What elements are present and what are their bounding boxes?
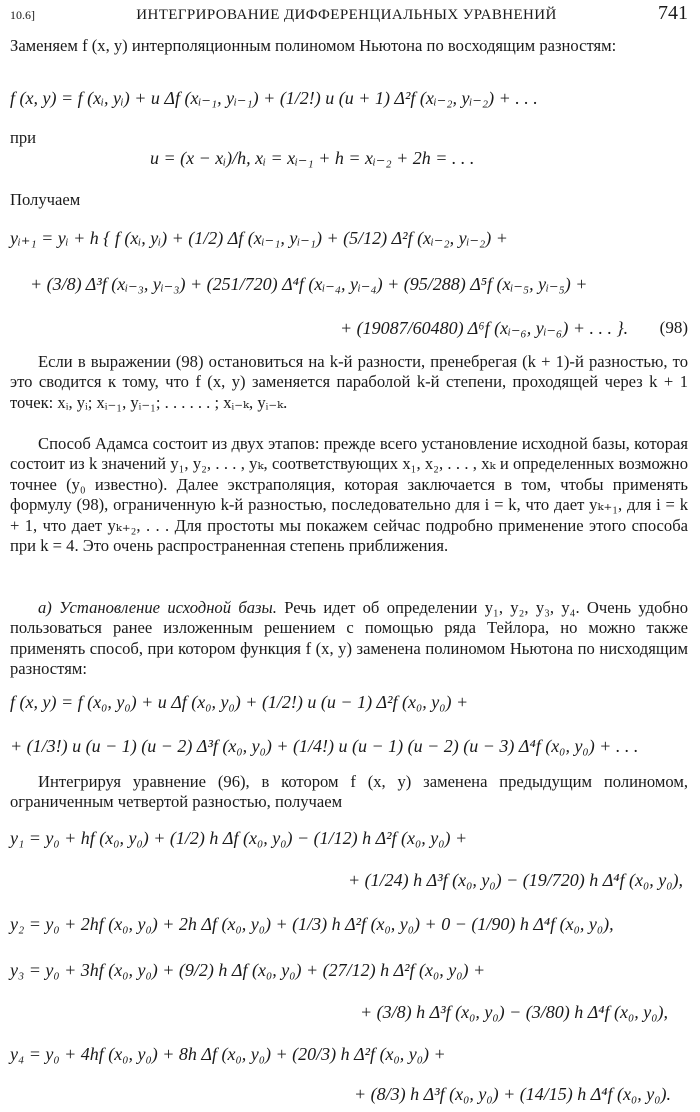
- page-header: [10, 2, 688, 28]
- subsection-label: а) Установление исходной базы.: [38, 598, 277, 617]
- paragraph-we-get: Получаем: [10, 190, 81, 209]
- equation-y3-line1: y₃ = y₀ + 3hf (x₀, y₀) + (9/2) h Δf (x₀, y₀) + (27/12) h Δ²f (x₀, y₀) +: [10, 960, 486, 980]
- equation-y1-line2: + (1/24) h Δ³f (x₀, y₀) − (19/720) h Δ⁴f (x₀, y₀),: [348, 870, 684, 890]
- equation-y1-line1: y₁ = y₀ + hf (x₀, y₀) + (1/2) h Δf (x₀, y₀) − (1/12) h Δ²f (x₀, y₀) +: [10, 828, 468, 848]
- page-number: 741: [657, 2, 688, 24]
- paragraph-integrating: Интегрируя уравнение (96), в котором f (x, y) заменена предыдущим полиномом, ограниченным четвертой разностью, получаем: [10, 772, 688, 812]
- paragraph-kth-difference: Если в выражении (98) остановиться на k-й разности, пренебрегая (k + 1)-й разностью, то это сводится к тому, что f (x, y) заменяется параболой k-й степени, проходящей через k + 1 точек: xᵢ, yᵢ; xᵢ₋₁, yᵢ₋₁; . . . . . . ; xᵢ₋ₖ, yᵢ₋ₖ.: [10, 352, 688, 412]
- equation-98-line2: + (3/8) Δ³f (xᵢ₋₃, yᵢ₋₃) + (251/720) Δ⁴f (xᵢ₋₄, yᵢ₋₄) + (95/288) Δ⁵f (xᵢ₋₅, yᵢ₋₅) +: [30, 274, 588, 294]
- paragraph-where: при: [10, 128, 37, 147]
- paragraph-adams-method: Способ Адамса состоит из двух этапов: прежде всего установление исходной базы, которая состоит из k значений y₁, y₂, . . . , yₖ, соответствующих x₁, x₂, . . . , xₖ и определенных возможно точнее (y₀ известно). Далее экстраполяция, которая заключается в том, чтобы применять формулу (98), ограниченную k-й разностью, последовательно для i = k, что дает yₖ₊₁, для i = k + 1, что дает yₖ₊₂, . . . Для простоты мы покажем сейчас подробно применение этого способа при k = 4. Это очень распространенная степень приближения.: [10, 434, 688, 556]
- equation-y3-line2: + (3/8) h Δ³f (x₀, y₀) − (3/80) h Δ⁴f (x₀, y₀),: [360, 1002, 669, 1022]
- paragraph-initial-base-text: Речь идет об определении y₁, y₂, y₃, y₄. Очень удобно пользоваться ранее изложенным решением с помощью ряда Тейлора, но можно также применять способ, при котором функция f (x, y) заменена полиномом Ньютона по нисходящим разностям:: [10, 598, 689, 679]
- chapter-title: ИНТЕГРИРОВАНИЕ ДИФФЕРЕНЦИАЛЬНЫХ УРАВНЕНИЙ: [136, 7, 557, 23]
- paragraph-initial-base: [10, 598, 688, 680]
- equation-y4-line2: + (8/3) h Δ³f (x₀, y₀) + (14/15) h Δ⁴f (x₀, y₀).: [354, 1084, 672, 1104]
- paragraph-intro: Заменяем f (x, y) интерполяционным полиномом Ньютона по восходящим разностям:: [10, 36, 617, 55]
- equation-newton-forward-line1: f (x, y) = f (x₀, y₀) + u Δf (x₀, y₀) + (1/2!) u (u − 1) Δ²f (x₀, y₀) +: [10, 692, 469, 712]
- equation-y2: y₂ = y₀ + 2hf (x₀, y₀) + 2h Δf (x₀, y₀) + (1/3) h Δ²f (x₀, y₀) + 0 − (1/90) h Δ⁴f (x₀, y₀),: [10, 914, 614, 934]
- section-number: 10.6]: [10, 8, 35, 22]
- equation-98-line1: yᵢ₊₁ = yᵢ + h { f (xᵢ, yᵢ) + (1/2) Δf (xᵢ₋₁, yᵢ₋₁) + (5/12) Δ²f (xᵢ₋₂, yᵢ₋₂) +: [10, 228, 508, 248]
- equation-newton-forward-line2: + (1/3!) u (u − 1) (u − 2) Δ³f (x₀, y₀) + (1/4!) u (u − 1) (u − 2) (u − 3) Δ⁴f (x₀, y₀) + . . .: [10, 736, 639, 756]
- equation-y4-line1: y₄ = y₀ + 4hf (x₀, y₀) + 8h Δf (x₀, y₀) + (20/3) h Δ²f (x₀, y₀) +: [10, 1044, 446, 1064]
- equation-number-98: (98): [659, 318, 688, 337]
- equation-u-definition: u = (x − xᵢ)/h, xᵢ = xᵢ₋₁ + h = xᵢ₋₂ + 2h = . . .: [150, 148, 475, 168]
- equation-98-line3: + (19087/60480) Δ⁶f (xᵢ₋₆, yᵢ₋₆) + . . . }.: [340, 318, 629, 338]
- equation-newton-backward: f (x, y) = f (xᵢ, yᵢ) + u Δf (xᵢ₋₁, yᵢ₋₁) + (1/2!) u (u + 1) Δ²f (xᵢ₋₂, yᵢ₋₂) + . . .: [10, 88, 538, 108]
